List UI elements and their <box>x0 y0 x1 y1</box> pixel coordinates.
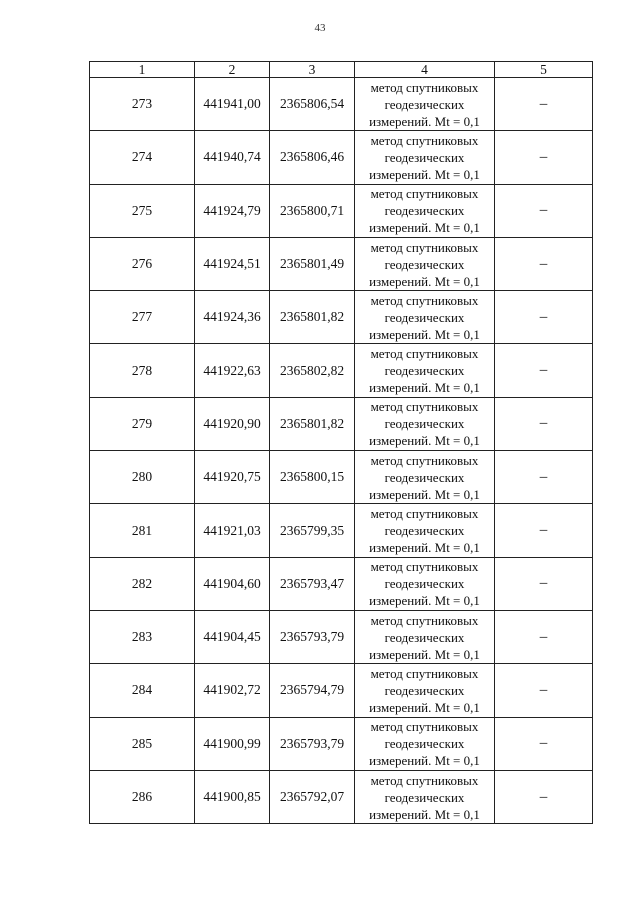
method-cell <box>355 237 495 290</box>
method-line: измерений. Mt = 0,1 <box>369 273 480 289</box>
method-line: геодезических <box>384 469 465 485</box>
method-line: метод спутниковых <box>370 612 479 628</box>
method-line: геодезических <box>384 363 465 379</box>
method-line: измерений. Mt = 0,1 <box>369 220 480 236</box>
note-cell: – <box>495 664 593 717</box>
point-number-cell: 275 <box>90 184 195 237</box>
coordinate-y-cell: 2365801,82 <box>270 397 355 450</box>
method-cell <box>355 557 495 610</box>
note-cell: – <box>495 451 593 504</box>
table-header-row <box>90 62 593 78</box>
method-line: метод спутниковых <box>370 79 479 95</box>
coordinate-x-cell: 441924,51 <box>195 237 270 290</box>
coordinate-x-cell: 441902,72 <box>195 664 270 717</box>
note-cell: – <box>495 131 593 184</box>
method-cell <box>355 131 495 184</box>
method-line: метод спутниковых <box>370 346 479 362</box>
method-line: измерений. Mt = 0,1 <box>369 540 480 556</box>
method-line: геодезических <box>384 576 465 592</box>
method-line: метод спутниковых <box>370 719 479 735</box>
method-line: метод спутниковых <box>370 559 479 575</box>
column-header-1: 1 <box>90 62 195 78</box>
method-line: геодезических <box>384 203 465 219</box>
method-cell <box>355 770 495 823</box>
table-row <box>90 664 593 717</box>
method-line: измерений. Mt = 0,1 <box>369 753 480 769</box>
coordinate-x-cell: 441924,79 <box>195 184 270 237</box>
point-number-cell: 284 <box>90 664 195 717</box>
table-row <box>90 344 593 397</box>
method-cell <box>355 610 495 663</box>
point-number-cell: 277 <box>90 291 195 344</box>
table-row <box>90 397 593 450</box>
table-row <box>90 717 593 770</box>
table-row <box>90 770 593 823</box>
method-line: геодезических <box>384 736 465 752</box>
table-body <box>90 78 593 824</box>
coordinate-x-cell: 441904,45 <box>195 610 270 663</box>
column-header-4: 4 <box>355 62 495 78</box>
method-line: метод спутниковых <box>370 239 479 255</box>
coordinate-y-cell: 2365806,54 <box>270 78 355 131</box>
coordinate-y-cell: 2365802,82 <box>270 344 355 397</box>
note-cell: – <box>495 504 593 557</box>
coordinate-y-cell: 2365792,07 <box>270 770 355 823</box>
note-cell: – <box>495 344 593 397</box>
point-number-cell: 282 <box>90 557 195 610</box>
method-line: геодезических <box>384 789 465 805</box>
table-row <box>90 610 593 663</box>
coordinate-x-cell: 441941,00 <box>195 78 270 131</box>
method-line: геодезических <box>384 149 465 165</box>
table-row <box>90 78 593 131</box>
method-cell <box>355 717 495 770</box>
method-line: метод спутниковых <box>370 506 479 522</box>
method-line: измерений. Mt = 0,1 <box>369 433 480 449</box>
method-cell <box>355 664 495 717</box>
coordinate-y-cell: 2365801,49 <box>270 237 355 290</box>
method-cell <box>355 78 495 131</box>
method-line: геодезических <box>384 523 465 539</box>
coordinate-x-cell: 441920,75 <box>195 451 270 504</box>
method-line: измерений. Mt = 0,1 <box>369 380 480 396</box>
coordinate-y-cell: 2365800,71 <box>270 184 355 237</box>
table-row <box>90 291 593 344</box>
point-number-cell: 285 <box>90 717 195 770</box>
coordinate-y-cell: 2365806,46 <box>270 131 355 184</box>
coordinate-y-cell: 2365794,79 <box>270 664 355 717</box>
table-row <box>90 557 593 610</box>
method-line: измерений. Mt = 0,1 <box>369 699 480 715</box>
point-number-cell: 286 <box>90 770 195 823</box>
coordinate-y-cell: 2365801,82 <box>270 291 355 344</box>
point-number-cell: 278 <box>90 344 195 397</box>
method-line: метод спутниковых <box>370 772 479 788</box>
table-row <box>90 131 593 184</box>
method-cell <box>355 504 495 557</box>
method-line: метод спутниковых <box>370 399 479 415</box>
point-number-cell: 283 <box>90 610 195 663</box>
method-cell <box>355 184 495 237</box>
method-line: геодезических <box>384 682 465 698</box>
page-number: 43 <box>314 22 326 34</box>
point-number-cell: 274 <box>90 131 195 184</box>
coordinate-x-cell: 441900,99 <box>195 717 270 770</box>
coordinate-y-cell: 2365799,35 <box>270 504 355 557</box>
coordinate-y-cell: 2365793,79 <box>270 610 355 663</box>
method-line: метод спутниковых <box>370 665 479 681</box>
method-line: измерений. Mt = 0,1 <box>369 166 480 182</box>
coordinate-x-cell: 441940,74 <box>195 131 270 184</box>
method-line: метод спутниковых <box>370 186 479 202</box>
column-header-2: 2 <box>195 62 270 78</box>
method-line: геодезических <box>384 256 465 272</box>
table-row <box>90 451 593 504</box>
coordinate-x-cell: 441924,36 <box>195 291 270 344</box>
note-cell: – <box>495 237 593 290</box>
column-header-5: 5 <box>495 62 593 78</box>
coordinate-x-cell: 441921,03 <box>195 504 270 557</box>
coordinate-x-cell: 441920,90 <box>195 397 270 450</box>
note-cell: – <box>495 770 593 823</box>
method-line: геодезических <box>384 416 465 432</box>
method-line: геодезических <box>384 309 465 325</box>
method-line: геодезических <box>384 629 465 645</box>
note-cell: – <box>495 184 593 237</box>
coordinates-table <box>89 61 593 824</box>
note-cell: – <box>495 717 593 770</box>
method-line: измерений. Mt = 0,1 <box>369 806 480 822</box>
coordinate-x-cell: 441922,63 <box>195 344 270 397</box>
table-row <box>90 184 593 237</box>
coordinate-x-cell: 441904,60 <box>195 557 270 610</box>
coordinate-x-cell: 441900,85 <box>195 770 270 823</box>
method-line: измерений. Mt = 0,1 <box>369 486 480 502</box>
note-cell: – <box>495 291 593 344</box>
point-number-cell: 273 <box>90 78 195 131</box>
coordinate-y-cell: 2365800,15 <box>270 451 355 504</box>
method-cell <box>355 344 495 397</box>
method-cell <box>355 451 495 504</box>
method-line: геодезических <box>384 96 465 112</box>
note-cell: – <box>495 610 593 663</box>
point-number-cell: 281 <box>90 504 195 557</box>
point-number-cell: 279 <box>90 397 195 450</box>
method-line: измерений. Mt = 0,1 <box>369 646 480 662</box>
point-number-cell: 276 <box>90 237 195 290</box>
column-header-3: 3 <box>270 62 355 78</box>
note-cell: – <box>495 557 593 610</box>
method-line: метод спутниковых <box>370 292 479 308</box>
coordinate-y-cell: 2365793,47 <box>270 557 355 610</box>
table-row <box>90 237 593 290</box>
method-line: измерений. Mt = 0,1 <box>369 113 480 129</box>
method-line: метод спутниковых <box>370 452 479 468</box>
point-number-cell: 280 <box>90 451 195 504</box>
note-cell: – <box>495 78 593 131</box>
method-cell <box>355 397 495 450</box>
note-cell: – <box>495 397 593 450</box>
table-row <box>90 504 593 557</box>
method-cell <box>355 291 495 344</box>
method-line: измерений. Mt = 0,1 <box>369 593 480 609</box>
method-line: метод спутниковых <box>370 132 479 148</box>
method-line: измерений. Mt = 0,1 <box>369 326 480 342</box>
coordinate-y-cell: 2365793,79 <box>270 717 355 770</box>
